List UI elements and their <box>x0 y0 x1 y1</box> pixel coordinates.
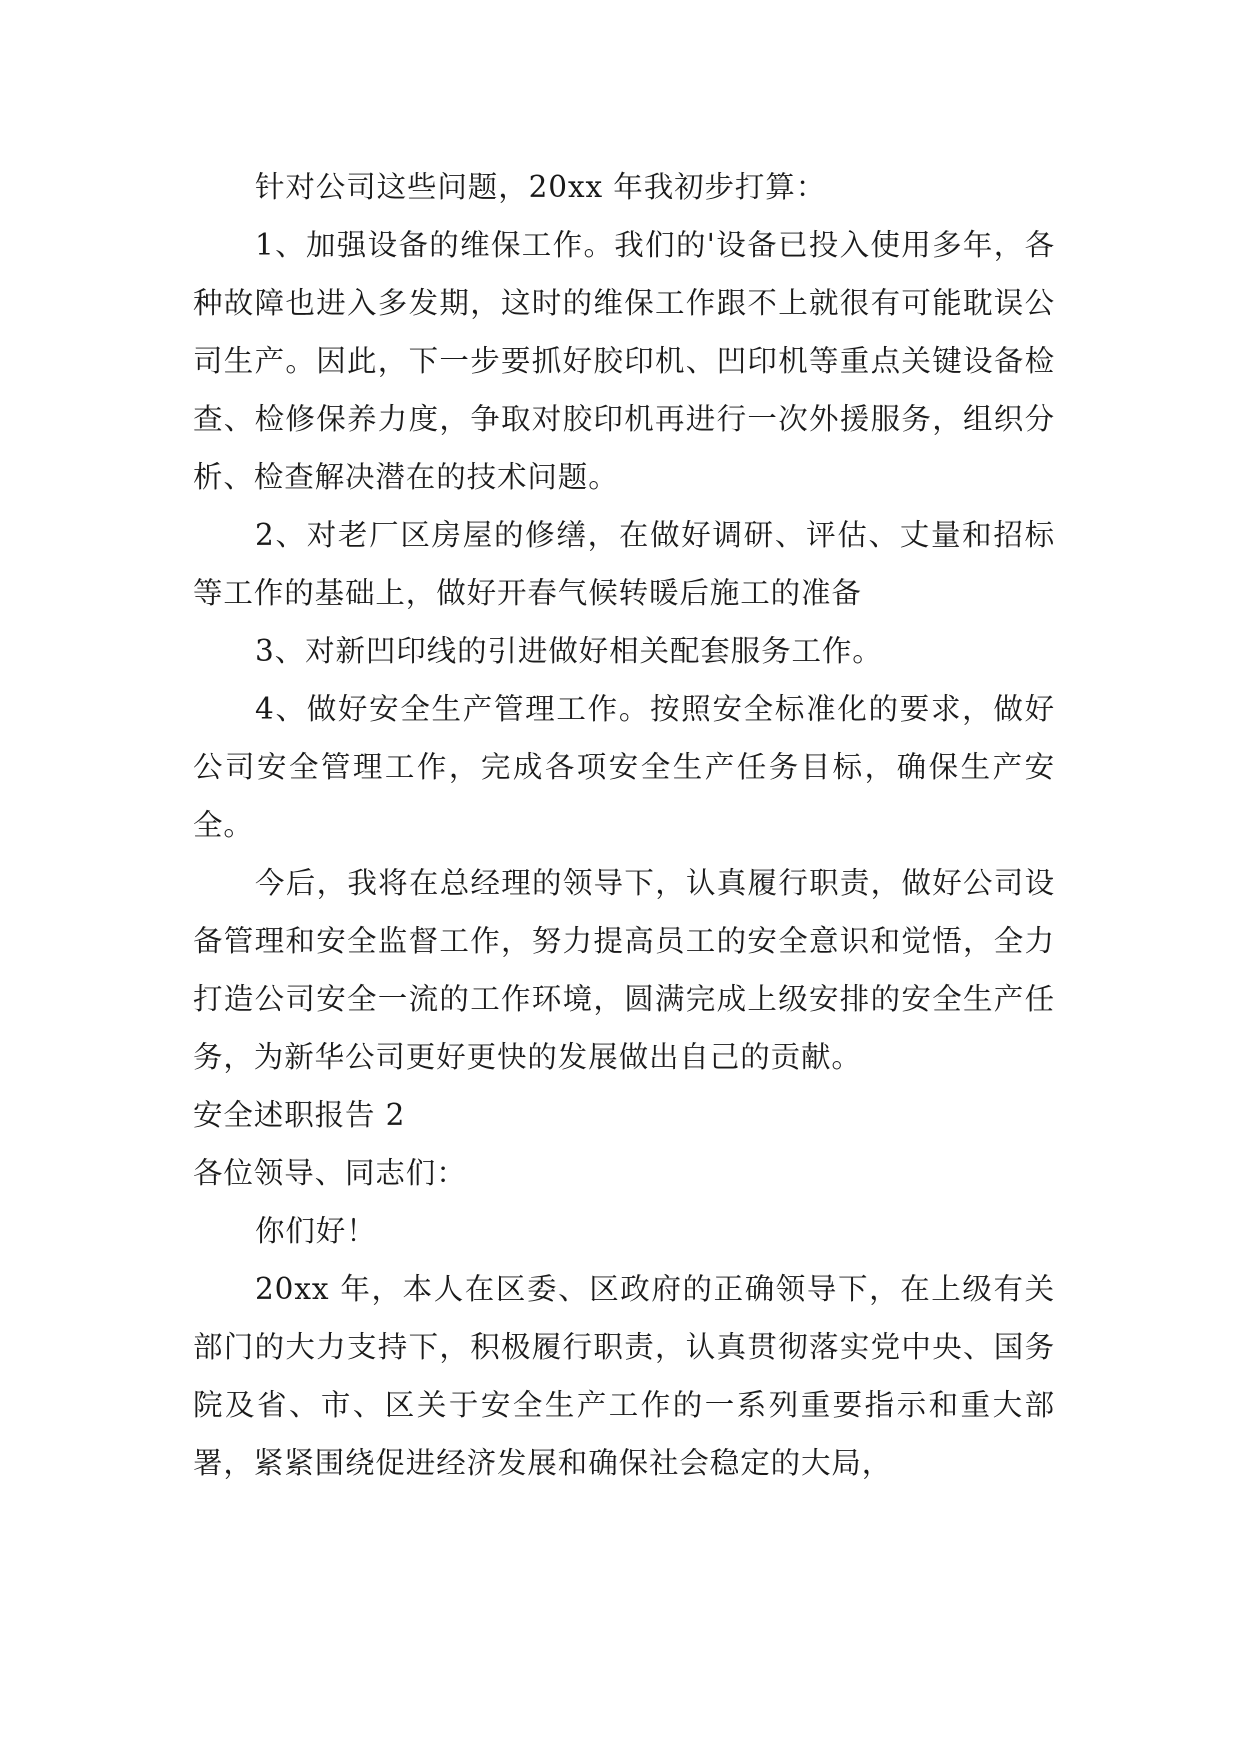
salutation: 各位领导、同志们： <box>193 1156 467 1190</box>
paragraph-item-1: 1、加强设备的维保工作。我们的'设备已投入使用多年，各种故障也进入多发期，这时的维保工作跟不上就很有可能耽误公司生产。因此，下一步要抓好胶印机、凹印机等重点关键设备检查、检修保养力度，争取对胶印机再进行一次外援服务，组织分析、检查解决潜在的技术问题。 <box>193 228 1055 494</box>
paragraph-item-3: 3、对新凹印线的引进做好相关配套服务工作。 <box>255 634 883 668</box>
paragraph-report-opening: 20xx 年，本人在区委、区政府的正确领导下，在上级有关部门的大力支持下，积极履行职责，认真贯彻落实党中央、国务院及省、市、区关于安全生产工作的一系列重要指示和重大部署，紧紧围绕促进经济发展和确保社会稳定的大局， <box>193 1272 1055 1480</box>
section-title: 安全述职报告 2 <box>193 1098 406 1132</box>
paragraph-item-2: 2、对老厂区房屋的修缮，在做好调研、评估、丈量和招标等工作的基础上，做好开春气候转暖后施工的准备 <box>193 518 1055 610</box>
greeting: 你们好！ <box>255 1214 377 1248</box>
document-body <box>193 158 1055 1492</box>
paragraph-intro: 针对公司这些问题，20xx 年我初步打算： <box>255 170 827 204</box>
paragraph-conclusion: 今后，我将在总经理的领导下，认真履行职责，做好公司设备管理和安全监督工作，努力提高员工的安全意识和觉悟，全力打造公司安全一流的工作环境，圆满完成上级安排的安全生产任务，为新华公司更好更快的发展做出自己的贡献。 <box>193 866 1055 1074</box>
paragraph-item-4: 4、做好安全生产管理工作。按照安全标准化的要求，做好公司安全管理工作，完成各项安全生产任务目标，确保生产安全。 <box>193 692 1055 842</box>
